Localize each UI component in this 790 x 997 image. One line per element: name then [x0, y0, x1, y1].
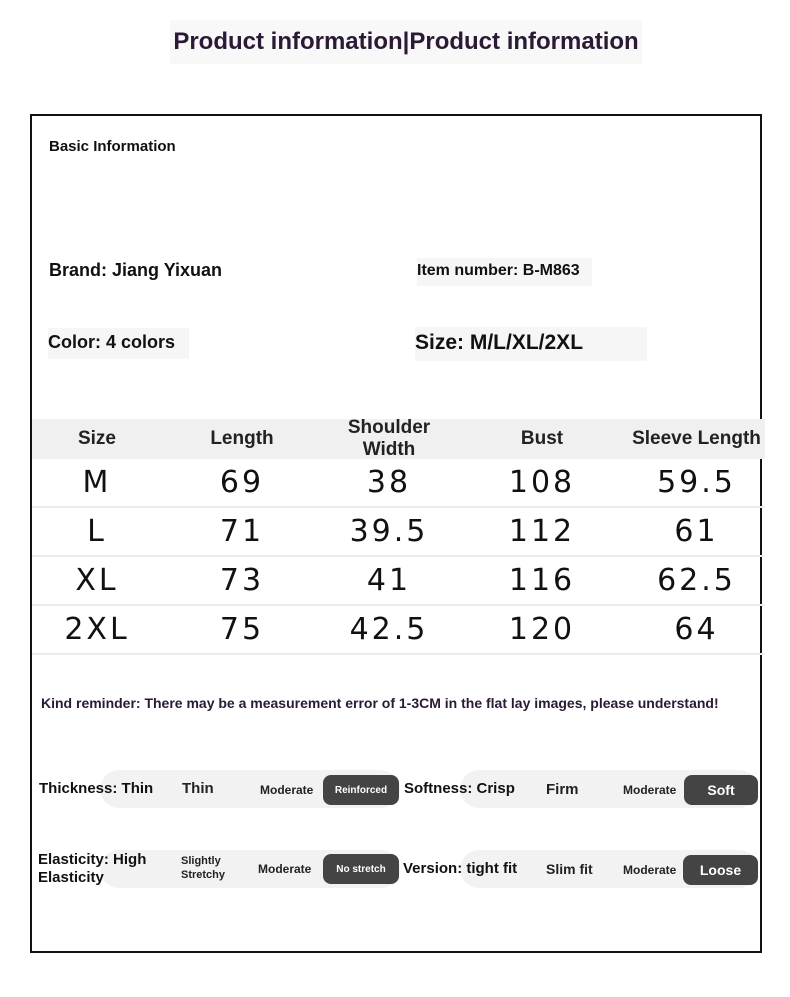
version-option-moderate: Moderate — [623, 863, 677, 877]
color-text: Color: 4 colors — [48, 328, 189, 359]
softness-selected-pill: Soft — [684, 775, 758, 805]
cell-length: 69 — [219, 465, 265, 500]
cell-size: XL — [75, 563, 119, 598]
elasticity-option-moderate: Moderate — [258, 862, 312, 876]
table-header — [32, 419, 765, 459]
cell-bust: 108 — [508, 465, 576, 500]
cell-length: 73 — [219, 563, 265, 598]
cell-bust: 112 — [508, 514, 576, 549]
table-row — [32, 508, 765, 557]
table-row — [32, 606, 765, 655]
version-label: Version: tight fit — [403, 860, 518, 877]
cell-shoulder-width: 38 — [366, 465, 412, 500]
thickness-selected-pill: Reinforced — [323, 775, 399, 805]
header-sleeve-length: Sleeve Length — [632, 428, 761, 449]
elasticity-selected-pill: No stretch — [323, 854, 399, 884]
brand-text: Brand: Jiang Yixuan — [49, 260, 223, 280]
cell-shoulder-width: 39.5 — [349, 514, 429, 549]
size-table — [32, 419, 765, 655]
cell-sleeve-length: 59.5 — [657, 465, 736, 500]
cell-size: L — [87, 514, 107, 549]
version-selected-pill: Loose — [683, 855, 758, 885]
size-text: Size: M/L/XL/2XL — [415, 327, 647, 361]
softness-label: Softness: Crisp — [404, 780, 515, 797]
item-number-text: Item number: B-M863 — [417, 258, 592, 286]
header-bust: Bust — [520, 428, 564, 449]
thickness-option-thin: Thin — [182, 780, 214, 797]
header-shoulder-width: Shoulder Width — [347, 417, 431, 460]
cell-sleeve-length: 62.5 — [657, 563, 736, 598]
thickness-option-moderate: Moderate — [260, 783, 314, 797]
page-header — [170, 20, 642, 64]
basic-info-title: Basic Information — [49, 138, 176, 155]
header-size: Size — [77, 428, 117, 449]
version-option-slim-fit: Slim fit — [546, 861, 593, 877]
table-row — [32, 459, 765, 508]
cell-bust: 116 — [508, 563, 576, 598]
cell-length: 71 — [219, 514, 265, 549]
cell-sleeve-length: 64 — [674, 612, 719, 647]
reminder-text: Kind reminder: There may be a measurement error of 1-3CM in the flat lay images, please understand! — [41, 695, 719, 711]
cell-shoulder-width: 41 — [366, 563, 412, 598]
cell-size: M — [82, 465, 112, 500]
softness-option-moderate: Moderate — [623, 783, 677, 797]
cell-size: 2XL — [64, 612, 130, 647]
thickness-label: Thickness: Thin — [39, 780, 154, 797]
table-row — [32, 557, 765, 606]
elasticity-option-slightly-stretchy: Slightly Stretchy — [181, 855, 226, 881]
softness-option-firm: Firm — [546, 781, 579, 798]
cell-shoulder-width: 42.5 — [349, 612, 429, 647]
page-title: Product information|Product information — [173, 28, 639, 55]
elasticity-label: Elasticity: High Elasticity — [38, 851, 147, 886]
cell-sleeve-length: 61 — [674, 514, 719, 549]
product-info-panel — [30, 114, 762, 953]
cell-bust: 120 — [508, 612, 576, 647]
cell-length: 75 — [219, 612, 265, 647]
header-length: Length — [210, 428, 274, 449]
